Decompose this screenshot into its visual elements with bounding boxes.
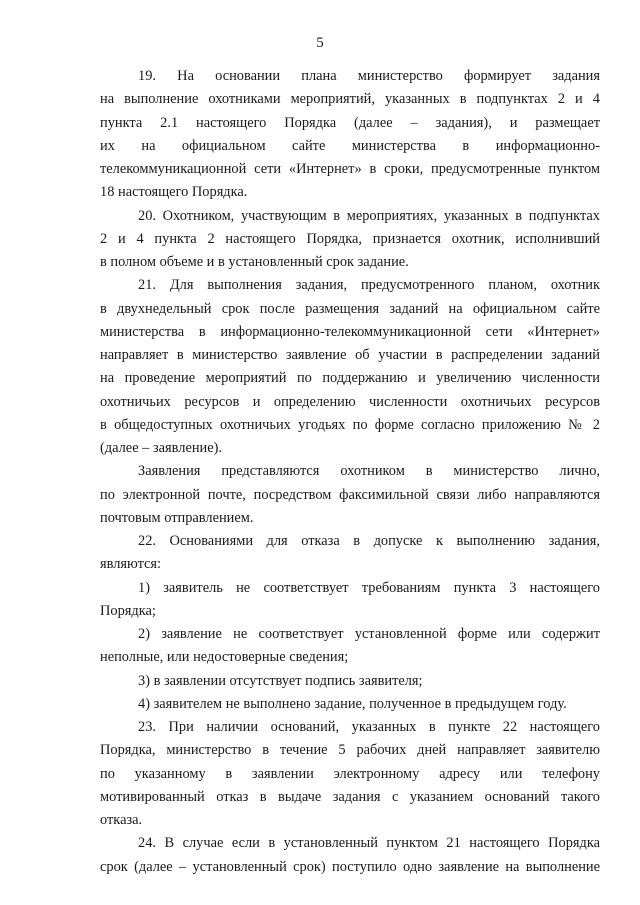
text-line: 4) заявителем не выполнено задание, полученное в предыдущем году. xyxy=(138,695,567,712)
text-line: в общедоступных охотничьих угодьях по форме согласно приложению № 2 xyxy=(100,416,600,433)
document-body xyxy=(100,65,600,879)
text-line: пункта 2.1 настоящего Порядка (далее – задания), и размещает xyxy=(100,114,600,131)
text-line: на выполнение охотниками мероприятий, указанных в подпунктах 2 и 4 xyxy=(100,91,600,108)
text-line: направляет в министерство заявление об участии в распределении заданий xyxy=(100,347,600,363)
text-line: по электронной почте, посредством факсимильной связи либо направляются xyxy=(100,486,600,503)
text-line: почтовым отправлением. xyxy=(100,509,254,526)
text-line: 1) заявитель не соответствует требованиям пункта 3 настоящего xyxy=(138,579,600,596)
text-line: на проведение мероприятий по поддержанию и увеличению численности xyxy=(100,370,600,387)
text-line: 20. Охотником, участвующим в мероприятиях, указанных в подпунктах xyxy=(138,207,600,224)
text-line: 23. При наличии оснований, указанных в пункте 22 настоящего xyxy=(138,719,600,735)
text-line: в полном объеме и в установленный срок задание. xyxy=(100,254,409,270)
text-line: являются: xyxy=(100,556,162,573)
text-line: в двухнедельный срок после размещения заданий на официальном сайте xyxy=(100,300,600,317)
page-number: 5 xyxy=(316,35,324,51)
text-line: срок (далее – установленный срок) поступило одно заявление на выполнение xyxy=(100,858,600,875)
text-line: 24. В случае если в установленный пунктом 21 настоящего Порядка xyxy=(138,835,600,852)
text-line: отказа. xyxy=(100,812,143,828)
text-line: охотничьих ресурсов и определению численности охотничьих ресурсов xyxy=(100,393,600,410)
text-line: (далее – заявление). xyxy=(100,440,223,456)
text-line: мотивированный отказ в выдаче задания с указанием оснований такого xyxy=(100,788,600,805)
text-line: 18 настоящего Порядка. xyxy=(100,184,248,201)
text-line: 3) в заявлении отсутствует подпись заявителя; xyxy=(138,672,423,689)
text-line: Порядка; xyxy=(100,602,156,619)
text-line: министерства в информационно-телекоммуникационной сети «Интернет» xyxy=(100,323,600,340)
text-line: Заявления представляются охотником в министерство лично, xyxy=(138,463,600,480)
text-line: 22. Основаниями для отказа в допуске к выполнению задания, xyxy=(138,533,600,549)
text-line: неполные, или недостоверные сведения; xyxy=(100,649,349,666)
text-line: телекоммуникационной сети «Интернет» в сроки, предусмотренные пунктом xyxy=(100,161,600,177)
text-line: Порядка, министерство в течение 5 рабочих дней направляет заявителю xyxy=(100,742,600,759)
text-line: 2 и 4 пункта 2 настоящего Порядка, признается охотник, исполнивший xyxy=(100,230,600,247)
text-line: их на официальном сайте министерства в информационно- xyxy=(100,137,600,154)
text-line: 21. Для выполнения задания, предусмотренного планом, охотник xyxy=(138,277,600,294)
text-line: 2) заявление не соответствует установленной форме или содержит xyxy=(138,626,600,642)
text-line: 19. На основании плана министерство формирует задания xyxy=(138,68,600,84)
text-line: по указанному в заявлении электронному адресу или телефону xyxy=(100,765,600,782)
